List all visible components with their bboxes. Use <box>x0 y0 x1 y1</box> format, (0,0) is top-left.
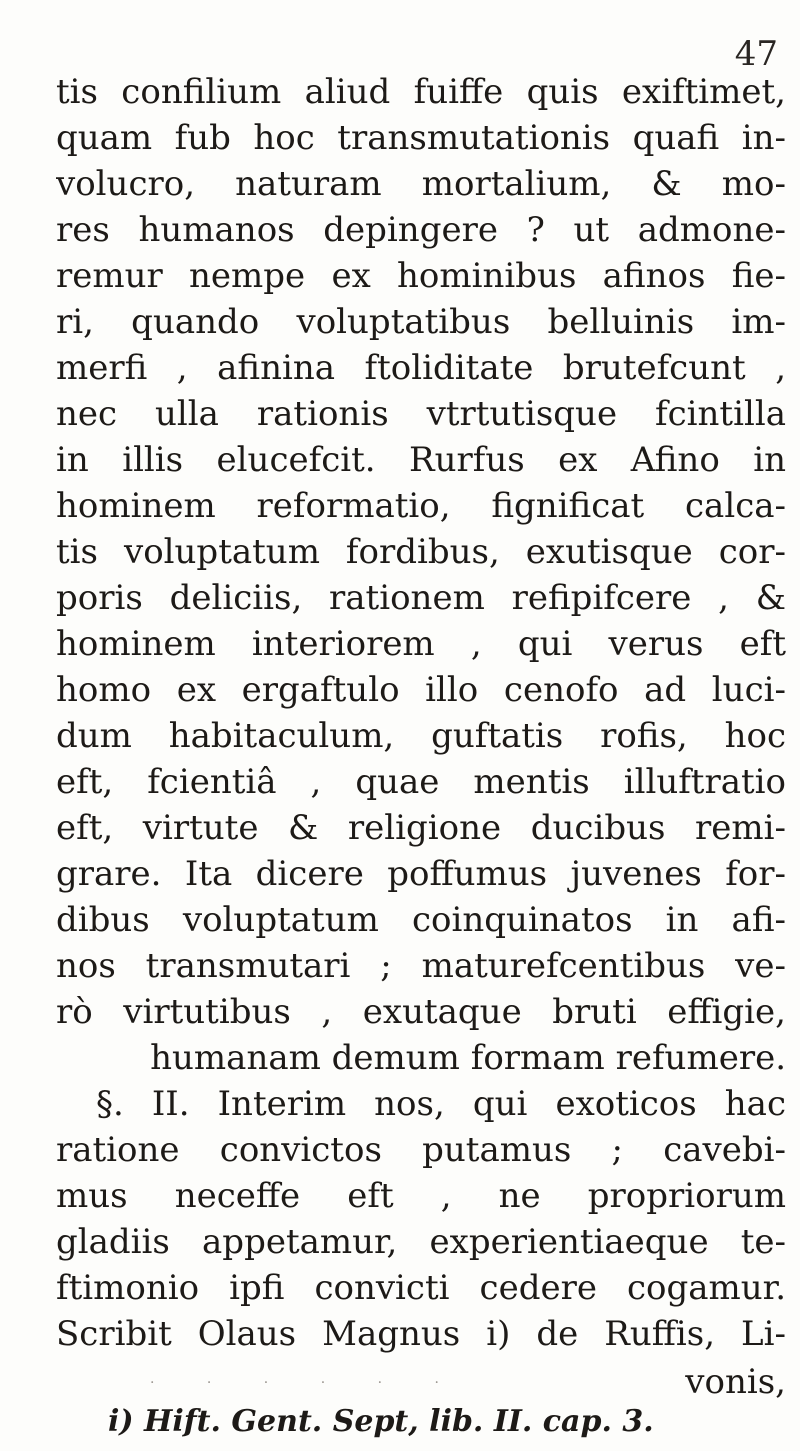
footnote: i) Hift. Gent. Sept, lib. II. cap. 3. <box>108 1404 654 1439</box>
text-line: in illis elucefcit. Rurfus ex Afino in <box>56 440 786 480</box>
text-line: hominem reformatio, fignificat calca- <box>56 486 786 526</box>
text-line: ftimonio ipfi convicti cedere cogamur. <box>56 1268 786 1308</box>
section-heading-line: §. II. Interim nos, qui exoticos hac <box>96 1084 786 1124</box>
text-line: homo ex ergaftulo illo cenofo ad luci- <box>56 670 786 710</box>
text-line: merfi , afinina ftoliditate brutefcunt , <box>56 348 786 388</box>
text-line: rò virtutibus , exutaque bruti effigie, <box>56 992 786 1032</box>
text-line: Scribit Olaus Magnus i) de Ruffis, Li- <box>56 1314 786 1354</box>
text-line: dum habitaculum, guftatis rofis, hoc <box>56 716 786 756</box>
text-line: res humanos depingere ? ut admone- <box>56 210 786 250</box>
text-line: poris deliciis, rationem refipifcere , & <box>56 578 786 618</box>
text-line: nos transmutari ; maturefcentibus ve- <box>56 946 786 986</box>
catchword: vonis, <box>685 1362 786 1402</box>
text-line: ratione convictos putamus ; cavebi- <box>56 1130 786 1170</box>
text-line: ri, quando voluptatibus belluinis im- <box>56 302 786 342</box>
text-line: eft, fcientiâ , quae mentis illuftratio <box>56 762 786 802</box>
text-line: grare. Ita dicere poffumus juvenes for- <box>56 854 786 894</box>
text-line: mus neceffe eft , ne propriorum <box>56 1176 786 1216</box>
text-line: quam fub hoc transmutationis quafi in- <box>56 118 786 158</box>
text-line: tis confilium aliud fuiffe quis exiftimet, <box>56 72 786 112</box>
text-line: gladiis appetamur, experientiaeque te- <box>56 1222 786 1262</box>
text-line: hominem interiorem , qui verus eft <box>56 624 786 664</box>
text-line: dibus voluptatum coinquinatos in afi- <box>56 900 786 940</box>
text-line: eft, virtute & religione ducibus remi- <box>56 808 786 848</box>
text-line: volucro, naturam mortalium, & mo- <box>56 164 786 204</box>
text-line: nec ulla rationis vtrtutisque fcintilla <box>56 394 786 434</box>
text-line: tis voluptatum fordibus, exutisque cor- <box>56 532 786 572</box>
text-line: humanam demum formam refumere. <box>150 1038 786 1078</box>
page-number: 47 <box>734 34 778 74</box>
text-line: remur nempe ex hominibus afinos fie- <box>56 256 786 296</box>
ink-bleed-marks: · · · · · · <box>150 1375 463 1391</box>
